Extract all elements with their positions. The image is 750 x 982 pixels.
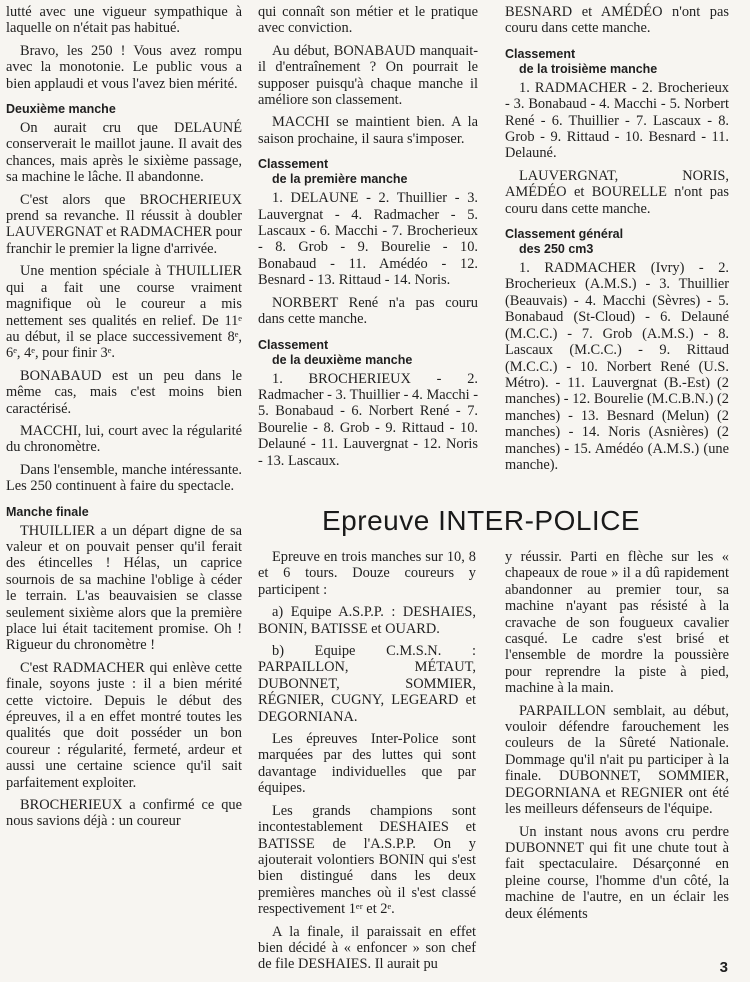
paragraph: a) Equipe A.S.P.P. : DESHAIES, BONIN, BATISSE et OUARD. bbox=[258, 604, 476, 637]
paragraph: On aurait cru que DELAUNÉ conserverait le maillot jaune. Il avait des chances, mais après le sixième passage, sa machine le lâche. Il abandonne. bbox=[6, 120, 242, 186]
heading-subline: de la deuxième manche bbox=[272, 352, 413, 367]
paragraph: Un instant nous avons cru perdre DUBONNET qui fit une chute tout à fait spectaculaire. Désarçonné en pleine course, l'homme d'un côté, la machine de l'autre, en un éclair les deux éléments bbox=[505, 823, 729, 922]
paragraph: C'est RADMACHER qui enlève cette finale, soyons juste : il a bien mérité cette victoire. Depuis le début des épreuves, il a en effet montré toutes les qualités que doit posséder un bon coureur : régularité, fermeté, ardeur et aussi une certaine science qu'il sait parfaitement exploiter. bbox=[6, 659, 242, 791]
column-1 bbox=[6, 4, 242, 836]
paragraph: NORBERT René n'a pas couru dans cette manche. bbox=[258, 294, 478, 328]
ranking-heading bbox=[258, 157, 478, 187]
column-3-lower bbox=[505, 549, 729, 928]
ranking-list: 1. DELAUNE - 2. Thuillier - 3. Lauvergnat - 4. Radmacher - 5. Lascaux - 6. Macchi - 7. Brocherieux - 8. Grob - 9. Bourelie - 10. Bonabaud - 11. Amédéo - 12. Besnard - 13. Rittaud - 14. Noris. bbox=[258, 190, 478, 289]
paragraph: BONABAUD est un peu dans le même cas, mais c'est moins bien caractérisé. bbox=[6, 367, 242, 417]
paragraph: A la finale, il paraissait en effet bien décidé à « enfoncer » son chef de file DESHAIES. Il aurait pu bbox=[258, 923, 476, 973]
column-2 bbox=[258, 4, 478, 475]
paragraph: Epreuve en trois manches sur 10, 8 et 6 tours. Douze coureurs y participent : bbox=[258, 549, 476, 598]
paragraph: LAUVERGNAT, NORIS, AMÉDÉO et BOURELLE n'ont pas couru dans cette manche. bbox=[505, 167, 729, 217]
heading-line: Classement bbox=[505, 46, 576, 61]
paragraph: Bravo, les 250 ! Vous avez rompu avec la monotonie. Le public vous a bien applaudi et vous l'avez bien mérité. bbox=[6, 42, 242, 92]
column-3 bbox=[505, 4, 729, 479]
page-number: 3 bbox=[719, 959, 728, 976]
heading-line: Classement bbox=[258, 337, 329, 352]
paragraph: qui connaît son métier et le pratique avec conviction. bbox=[258, 4, 478, 37]
paragraph: BROCHERIEUX a confirmé ce que nous savions déjà : un coureur bbox=[6, 797, 242, 830]
heading-subline: des 250 cm3 bbox=[519, 242, 594, 257]
paragraph: Les grands champions sont incontestablement DESHAIES et BATISSE de l'A.S.P.P. On y ajouterait volontiers BONIN qui s'est bien distingué dans les deux premières manches où il s'est classé respectivement 1ᵉʳ et 2ᵉ. bbox=[258, 802, 476, 918]
paragraph: Les épreuves Inter-Police sont marquées par des luttes qui sont davantage individuelles que par équipes. bbox=[258, 731, 476, 797]
heading-subline: de la troisième manche bbox=[519, 61, 658, 76]
paragraph: MACCHI, lui, court avec la régularité du chronomètre. bbox=[6, 422, 242, 456]
paragraph: lutté avec une vigueur sympathique à laquelle on n'était pas habitué. bbox=[6, 4, 242, 37]
heading-line: Classement bbox=[258, 157, 329, 172]
ranking-heading bbox=[258, 338, 478, 368]
section-heading: Manche finale bbox=[6, 504, 89, 519]
paragraph: Une mention spéciale à THUILLIER qui a fait une course vraiment magnifique où le coureur a mis nettement ses qualités en relief. De 11ᵉ au début, il se place successivement 8ᵉ, 6ᵉ, 4ᵉ, pour finir 3ᵉ. bbox=[6, 263, 242, 362]
ranking-list: 1. RADMACHER (Ivry) - 2. Brocherieux (A.M.S.) - 3. Thuillier (Beauvais) - 4. Macchi (Sèvres) - 5. Bonabaud (St-Cloud) - 6. Delauné (M.C.C.) - 7. Grob (A.M.S.) - 8. Lascaux (M.C.C.) - 9. Rittaud (M.C.C.) - 10. Norbert René (U.S. Métro). - 11. Lauvergnat (B.-Est) (2 manches) - 12. Bourelie (M.C.B.N.) (2 manches) - 13. Besnard (Melun) (2 manches) - 14. Noris (Asnières) (2 manches) - 15. Amédéo (A.M.S.) (une manche). bbox=[505, 260, 729, 473]
column-2-lower bbox=[258, 549, 476, 979]
paragraph: PARPAILLON semblait, au début, vouloir défendre farouchement les couleurs de la Sûreté Nationale. Dommage qu'il n'ait pu participer à la finale. DUBONNET, SOMMIER, DEGORNIANA et REGNIER ont été les meilleurs défenseurs de l'équipe. bbox=[505, 702, 729, 818]
paragraph: BESNARD et AMÉDÉO n'ont pas couru dans cette manche. bbox=[505, 4, 729, 37]
paragraph: Au début, BONABAUD manquait-il d'entraînement ? On pourrait le supposer puisqu'à chaque manche il améliore son classement. bbox=[258, 42, 478, 109]
ranking-list: 1. BROCHERIEUX - 2. Radmacher - 3. Thuillier - 4. Macchi - 5. Bonabaud - 6. Norbert René - 7. Bourelie - 8. Grob - 9. Rittaud - 10. Delauné - 11. Lauvergnat - 12. Noris - 13. Lascaux. bbox=[258, 370, 478, 469]
heading-subline: de la première manche bbox=[272, 172, 408, 187]
paragraph: y réussir. Parti en flèche sur les « chapeaux de roue » il a dû rapidement abandonner au premier tour, sa machine n'ayant pas résisté à la cravache de son fougueux cavalier casqué. Le cadre s'est brisé et l'ensemble de mordre la poussière pour reprendre la piste à pied, machine à la main. bbox=[505, 549, 729, 697]
paragraph: THUILLIER a un départ digne de sa valeur et on pouvait penser qu'il ferait des étincelles ! Hélas, un caprice sournois de sa machine l'oblige à céder le terrain. L'as beauvaisien se classe seulement sixième alors que la première place lui était tacitement promise. Oh ! Rigueur du chronomètre ! bbox=[6, 522, 242, 654]
article-headline: Epreuve INTER-POLICE bbox=[322, 505, 641, 536]
section-heading: Deuxième manche bbox=[6, 102, 116, 117]
paragraph: MACCHI se maintient bien. A la saison prochaine, il saura s'imposer. bbox=[258, 114, 478, 147]
paragraph: b) Equipe C.M.S.N. : PARPAILLON, MÉTAUT, DUBONNET, SOMMIER, RÉGNIER, CUGNY, LEGEARD et DEGORNIANA. bbox=[258, 643, 476, 725]
paragraph: Dans l'ensemble, manche intéressante. Les 250 continuent à faire du spectacle. bbox=[6, 461, 242, 495]
paragraph: C'est alors que BROCHERIEUX prend sa revanche. Il réussit à doubler LAUVERGNAT et RADMACHER pour franchir le premier la ligne d'arrivée. bbox=[6, 191, 242, 257]
ranking-heading bbox=[505, 227, 729, 257]
heading-line: Classement général bbox=[505, 227, 624, 242]
ranking-heading bbox=[505, 47, 729, 77]
ranking-list: 1. RADMACHER - 2. Brocherieux - 3. Bonabaud - 4. Macchi - 5. Norbert René - 6. Thuillier - 7. Lascaux - 8. Grob - 9. Rittaud - 10. Besnard - 11. Delauné. bbox=[505, 79, 729, 162]
